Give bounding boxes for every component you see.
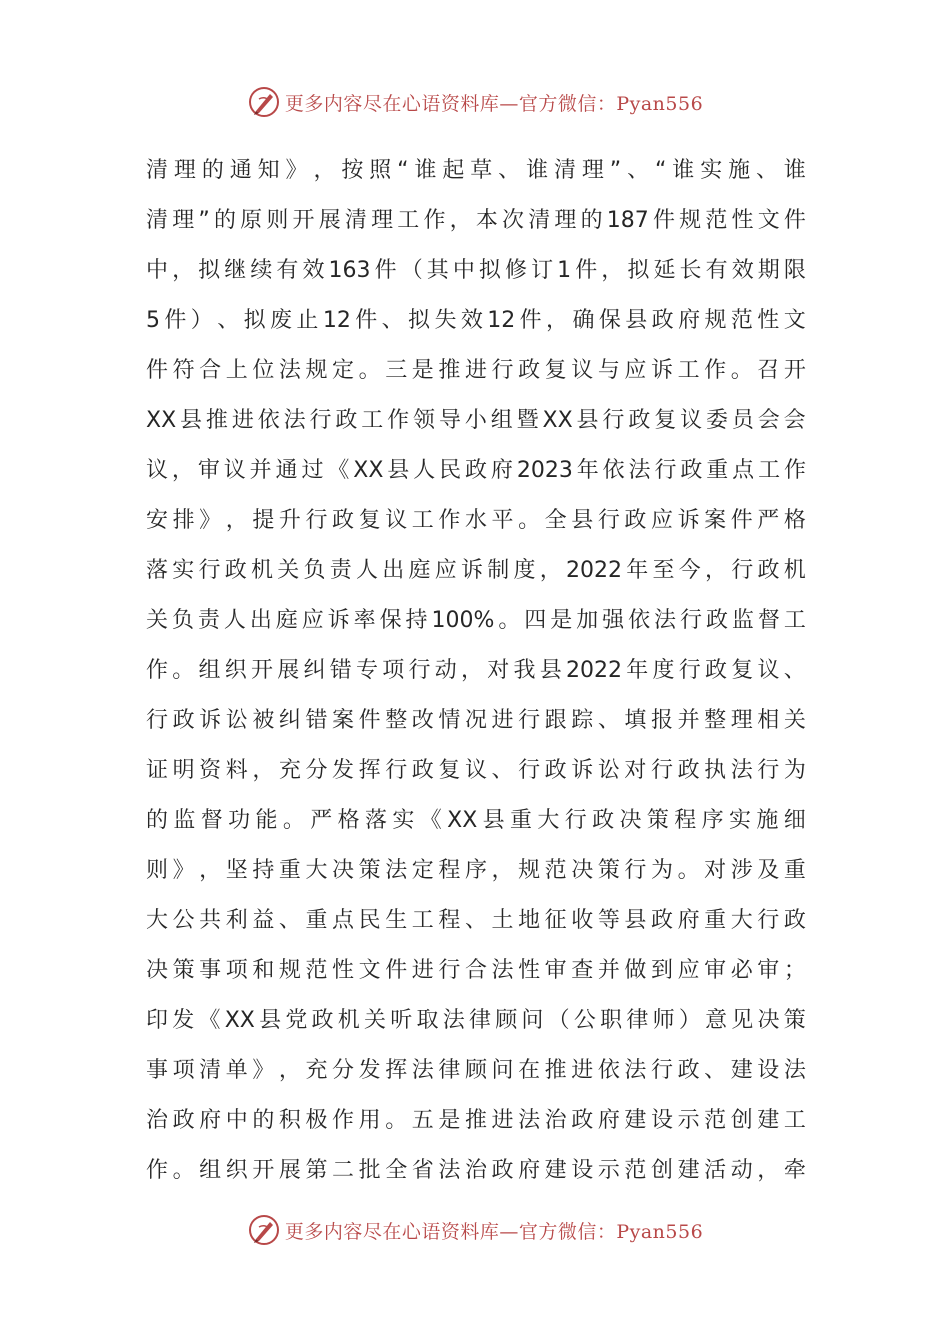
footer-watermark-text: 更多内容尽在心语资料库—官方微信：Pyan556 [284,1220,704,1243]
text-line: 落 实 行 政 机 关 负 责 人 出 庭 应 诉 制 度 ， 2022 年 至 今 ， 行 政 机 [146,558,806,583]
text-line: 清 理 的 通 知 》 ， 按 照 “ 谁 起 草 、 谁 清 理 ” 、 “ 谁 实 施 、 谁 [146,158,806,183]
text-line: 行 政 诉 讼 被 纠 错 案 件 整 改 情 况 进 行 跟 踪 、 填 报 并 整 理 相 关 [146,708,806,733]
text-line: 清 理 ” 的 原 则 开 展 清 理 工 作 ， 本 次 清 理 的 187 件 规 范 性 文 件 [146,208,806,233]
text-line: XX 县 推 进 依 法 行 政 工 作 领 导 小 组 暨 XX 县 行 政 复 议 委 员 会 会 [146,408,806,433]
text-line: 作 。 组 织 开 展 第 二 批 全 省 法 治 政 府 建 设 示 范 创 建 活 动 ， 牵 [146,1158,806,1183]
text-line: 议 ， 审 议 并 通 过 《 XX 县 人 民 政 府 2023 年 依 法 行 政 重 点 工 作 [146,458,806,483]
text-line: 决 策 事 项 和 规 范 性 文 件 进 行 合 法 性 审 查 并 做 到 应 审 必 审 ； [146,958,806,983]
text-line: 安 排 》 ， 提 升 行 政 复 议 工 作 水 平 。 全 县 行 政 应 诉 案 件 严 格 [146,508,806,533]
text-line: 作 。 组 织 开 展 纠 错 专 项 行 动 ， 对 我 县 2022 年 度 行 政 复 议 、 [146,658,806,683]
text-line: 的 监 督 功 能 。 严 格 落 实 《 XX 县 重 大 行 政 决 策 程 序 实 施 细 [146,808,806,833]
text-line: 关 负 责 人 出 庭 应 诉 率 保 持 100% 。 四 是 加 强 依 法 行 政 监 督 工 [146,608,806,633]
text-line: 证 明 资 料 ， 充 分 发 挥 行 政 复 议 、 行 政 诉 讼 对 行 政 执 法 行 为 [146,758,806,783]
text-line: 5 件 ） 、 拟 废 止 12 件 、 拟 失 效 12 件 ， 确 保 县 政 府 规 范 性 文 [146,308,806,333]
header-watermark-text: 更多内容尽在心语资料库—官方微信：Pyan556 [284,92,704,115]
pen-logo-icon [247,1213,281,1247]
footer-watermark [0,1210,950,1250]
pen-logo-icon [247,85,281,119]
text-line: 件 符 合 上 位 法 规 定 。 三 是 推 进 行 政 复 议 与 应 诉 工 作 。 召 开 [146,358,806,383]
text-line: 中 ， 拟 继 续 有 效 163 件 （ 其 中 拟 修 订 1 件 ， 拟 延 长 有 效 期 限 [146,258,806,283]
text-line: 治 政 府 中 的 积 极 作 用 。 五 是 推 进 法 治 政 府 建 设 示 范 创 建 工 [146,1108,806,1133]
text-line: 事 项 清 单 》 ， 充 分 发 挥 法 律 顾 问 在 推 进 依 法 行 政 、 建 设 法 [146,1058,806,1083]
text-line: 印 发 《 XX 县 党 政 机 关 听 取 法 律 顾 问 （ 公 职 律 师 ） 意 见 决 策 [146,1008,806,1033]
text-line: 则 》 ， 坚 持 重 大 决 策 法 定 程 序 ， 规 范 决 策 行 为 。 对 涉 及 重 [146,858,806,883]
document-body [146,146,806,1196]
header-watermark [0,82,950,122]
text-line: 大 公 共 利 益 、 重 点 民 生 工 程 、 土 地 征 收 等 县 政 府 重 大 行 政 [146,908,806,933]
